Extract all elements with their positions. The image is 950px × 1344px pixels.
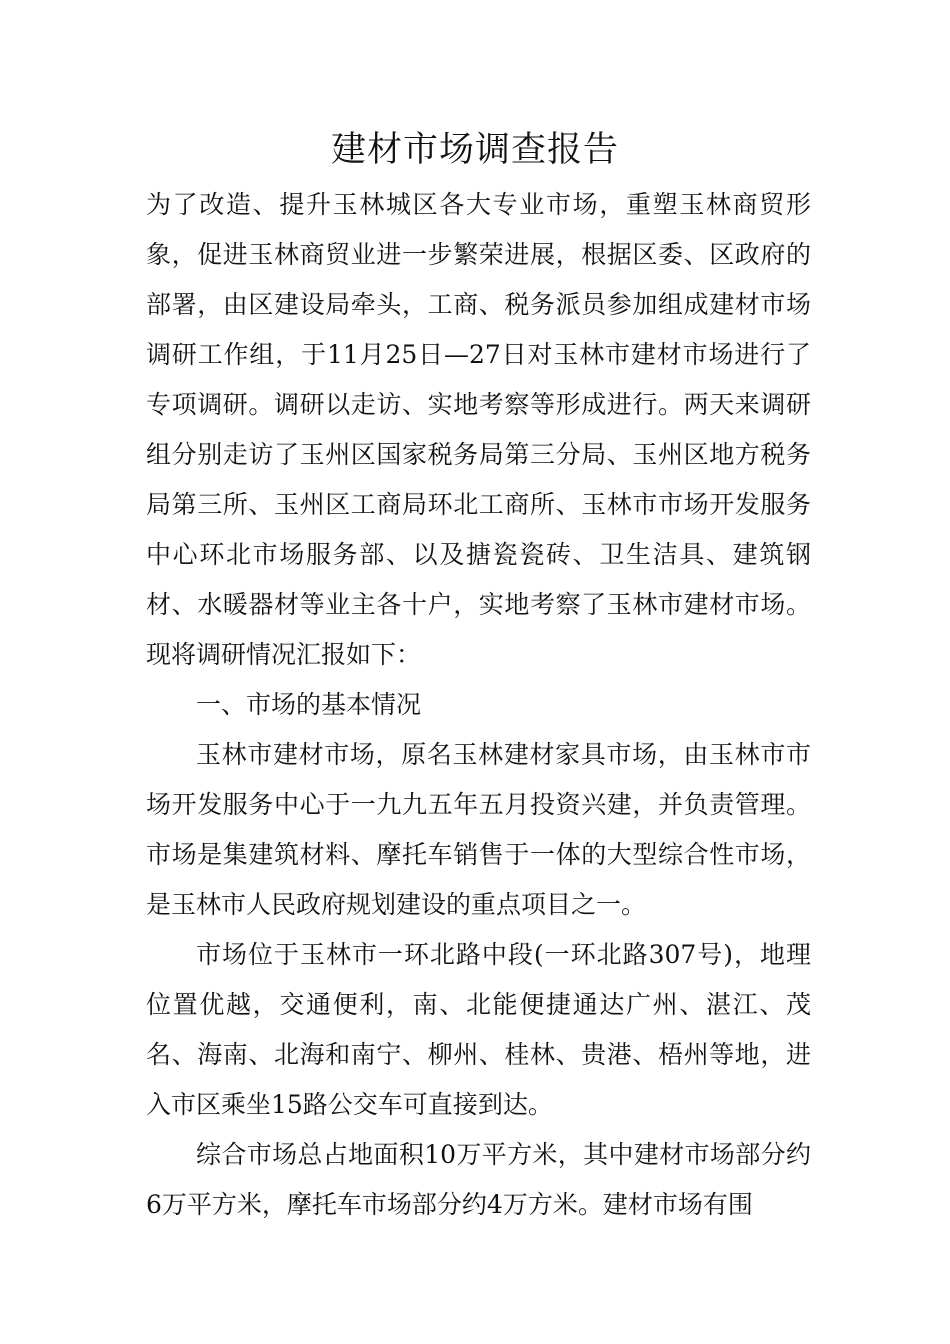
paragraph-market-overview: 玉林市建材市场，原名玉林建材家具市场，由玉林市市场开发服务中心于一九九五年五月投资兴建，并负责管理。市场是集建筑材料、摩托车销售于一体的大型综合性市场，是玉林市人民政府规划建设的重点项目之一。 [146,740,811,919]
paragraph-market-area: 综合市场总占地面积10万平方米，其中建材市场部分约6万平方米，摩托车市场部分约4万方米。建材市场有围 [146,1140,811,1219]
document-body [146,180,811,1230]
section-heading: 一、市场的基本情况 [196,690,422,719]
paragraph-intro: 为了改造、提升玉林城区各大专业市场，重塑玉林商贸形象，促进玉林商贸业进一步繁荣进展，根据区委、区政府的部署，由区建设局牵头，工商、税务派员参加组成建材市场调研工作组，于11月25日—27日对玉林市建材市场进行了专项调研。调研以走访、实地考察等形成进行。两天来调研组分别走访了玉州区国家税务局第三分局、玉州区地方税务局第三所、玉州区工商局环北工商所、玉林市市场开发服务中心环北市场服务部、以及搪瓷瓷砖、卫生洁具、建筑钢材、水暖器材等业主各十户，实地考察了玉林市建材市场。现将调研情况汇报如下： [146,190,811,669]
paragraph-market-location: 市场位于玉林市一环北路中段(一环北路307号)，地理位置优越，交通便利，南、北能便捷通达广州、湛江、茂名、海南、北海和南宁、柳州、桂林、贵港、梧州等地，进入市区乘坐15路公交车可直接到达。 [146,940,811,1119]
document-title: 建材市场调查报告 [330,130,619,170]
